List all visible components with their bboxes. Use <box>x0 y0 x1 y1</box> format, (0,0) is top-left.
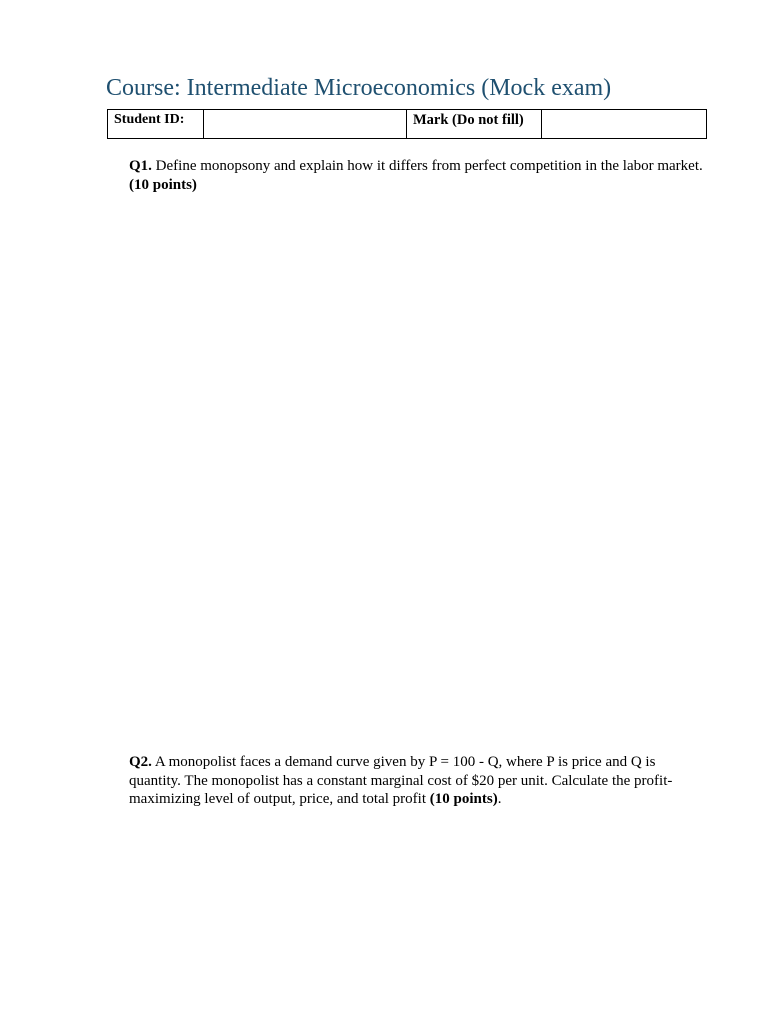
student-id-field[interactable] <box>204 110 407 139</box>
question-2 <box>129 753 689 809</box>
question-1-number: Q1. <box>129 158 152 174</box>
question-2-trailing: . <box>497 791 502 807</box>
mark-label-cell <box>407 110 542 139</box>
question-1 <box>129 157 709 194</box>
student-info-table <box>107 109 707 139</box>
student-info-row <box>108 110 707 139</box>
question-2-number: Q2. <box>129 754 152 770</box>
course-title: Course: Intermediate Microeconomics (Mock exam) <box>106 75 612 101</box>
question-2-text: A monopolist faces a demand curve given by P = 100 - Q, where P is price and Q is quantity. The monopolist has a constant marginal cost of $20 per unit. Calculate the profit-maximizing level of output, price, and total profit <box>129 754 673 807</box>
question-1-points: (10 points) <box>129 176 197 193</box>
student-id-label-cell <box>108 110 204 139</box>
student-id-label: Student ID: <box>114 112 185 127</box>
mark-label: Mark (Do not fill) <box>413 112 524 128</box>
mark-field <box>542 110 707 139</box>
question-2-points: (10 points) <box>429 791 498 807</box>
question-1-text: Define monopsony and explain how it differs from perfect competition in the labor market. <box>155 158 703 174</box>
